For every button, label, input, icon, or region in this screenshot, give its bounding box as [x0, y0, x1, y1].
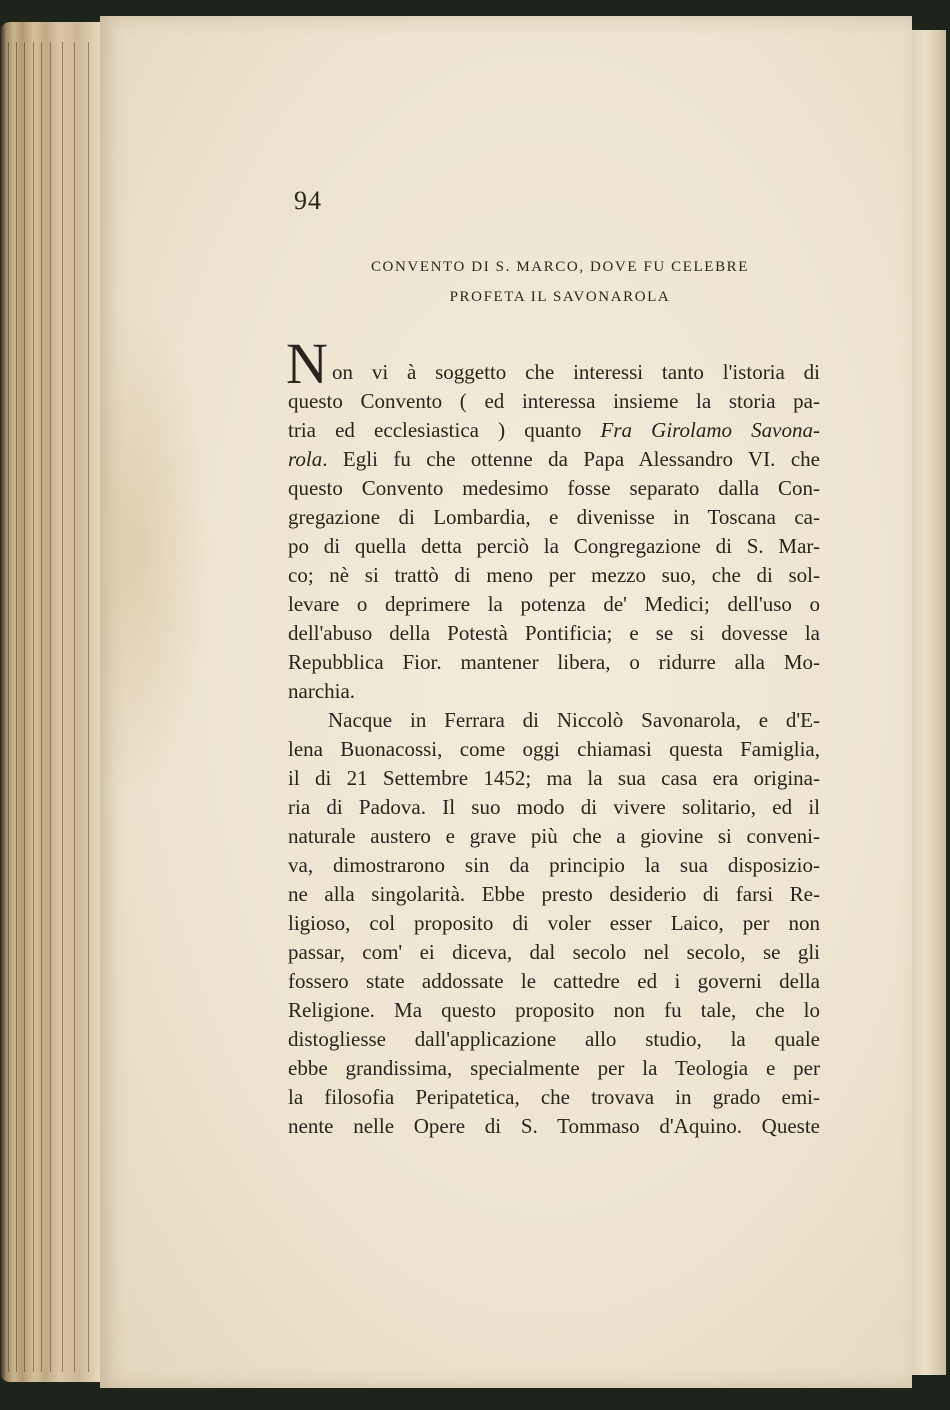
page-number: 94: [294, 186, 322, 215]
text-line: [288, 445, 820, 474]
text-line: va, dimostrarono sin da principio la sua disposizio-: [288, 853, 820, 877]
text-line: po di quella detta perciò la Congregazione di S. Mar-: [288, 534, 820, 558]
text-line: ne alla singolarità. Ebbe presto desiderio di farsi Re-: [288, 882, 820, 906]
chapter-heading: [280, 252, 840, 312]
text-line: Repubblica Fior. mantener libera, o ridurre alla Mo-: [288, 650, 820, 674]
text-line: on vi à soggetto che interessi tanto l'istoria di: [332, 360, 820, 384]
drop-cap: N: [286, 331, 328, 396]
paragraph-2: [288, 706, 820, 1141]
text-line: questo Convento medesimo fosse separato dalla Con-: [288, 476, 820, 500]
text-segment: tria ed ecclesiastica ) quanto: [288, 418, 601, 442]
text-line: ebbe grandissima, specialmente per la Teologia e per: [288, 1056, 820, 1080]
italic-name: rola: [288, 447, 323, 471]
text-line: levare o deprimere la potenza de' Medici; dell'uso o: [288, 592, 820, 616]
text-line: passar, com' ei diceva, dal secolo nel secolo, se gli: [288, 940, 820, 964]
text-line: co; nè si trattò di meno per mezzo suo, che di sol-: [288, 563, 820, 587]
text-line: fossero state addossate le cattedre ed i governi della: [288, 969, 820, 993]
text-line: questo Convento ( ed interessa insieme la storia pa-: [288, 389, 820, 413]
paper-stain: [100, 300, 210, 800]
heading-line-2: PROFETA IL SAVONAROLA: [449, 289, 671, 305]
text-line: narchia.: [288, 679, 356, 703]
text-line: il di 21 Settembre 1452; ma la sua casa era origina-: [288, 766, 820, 790]
text-line: ligioso, col proposito di voler esser Laico, per non: [288, 911, 820, 935]
text-line: [288, 416, 820, 445]
body-text: [288, 358, 820, 1141]
text-line: la filosofia Peripatetica, che trovava in grado emi-: [288, 1085, 820, 1109]
text-line: nente nelle Opere di S. Tommaso d'Aquino. Queste: [288, 1114, 820, 1138]
text-line: ria di Padova. Il suo modo di vivere solitario, ed il: [288, 795, 820, 819]
text-line: distogliesse dall'applicazione allo studio, la quale: [288, 1027, 820, 1051]
heading-line-1: CONVENTO DI S. MARCO, DOVE FU CELEBRE: [370, 259, 750, 275]
text-line: Nacque in Ferrara di Niccolò Savonarola, e d'E-: [328, 708, 820, 732]
text-line: dell'abuso della Potestà Pontificia; e se si dovesse la: [288, 621, 820, 645]
text-line: lena Buonacossi, come oggi chiamasi questa Famiglia,: [288, 737, 820, 761]
text-line: gregazione di Lombardia, e divenisse in Toscana ca-: [288, 505, 820, 529]
page-edges: [0, 22, 112, 1382]
text-line: naturale austero e grave più che a giovine si conveni-: [288, 824, 820, 848]
italic-name: Fra Girolamo Savona-: [600, 418, 820, 442]
text-line: Religione. Ma questo proposito non fu tale, che lo: [288, 998, 820, 1022]
text-segment: . Egli fu che ottenne da Papa Alessandro VI. che: [322, 447, 820, 471]
paragraph-1: [288, 358, 820, 706]
